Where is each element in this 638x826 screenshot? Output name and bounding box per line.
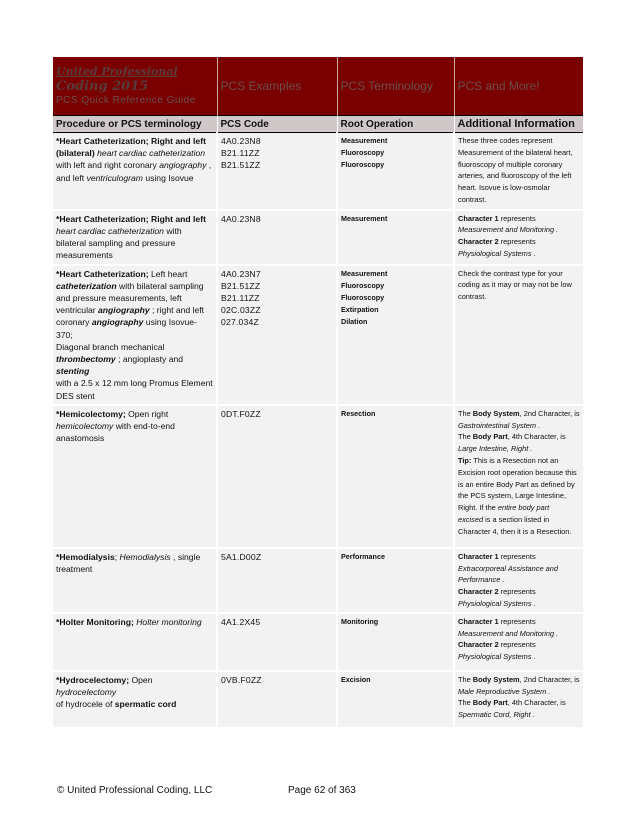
procedure-text: hydrocelectomy bbox=[56, 686, 117, 697]
additional-info-line bbox=[458, 479, 580, 491]
root-operation-cell bbox=[337, 671, 454, 728]
additional-info-line bbox=[458, 526, 580, 538]
procedure-line bbox=[56, 249, 213, 261]
additional-info-text: Body Part bbox=[472, 698, 508, 708]
additional-info-text: This is a Resection not an bbox=[471, 455, 559, 465]
additional-info-text: Right. If the bbox=[458, 503, 498, 513]
additional-info-cell bbox=[454, 671, 583, 728]
procedure-cell bbox=[53, 613, 217, 671]
procedure-text: ; angioplasty and bbox=[115, 353, 184, 364]
additional-info-text: Male Reproductive System . bbox=[458, 686, 551, 696]
procedure-text: using Isovue bbox=[142, 172, 194, 183]
additional-info-text: Large Intestine, Right . bbox=[458, 444, 533, 454]
root-operation: Dilation bbox=[341, 317, 368, 327]
procedure-text: , single bbox=[170, 551, 201, 562]
procedure-line bbox=[56, 377, 213, 389]
pcs-code: B21.51ZZ bbox=[221, 280, 261, 291]
additional-info-text: Character 4, then it is a Resection. bbox=[458, 526, 572, 536]
additional-info-line bbox=[458, 268, 580, 280]
additional-info-line bbox=[458, 551, 580, 563]
table-row bbox=[53, 210, 583, 265]
procedure-text: spermatic cord bbox=[114, 699, 177, 710]
procedure-line bbox=[56, 304, 213, 316]
additional-info-line bbox=[458, 147, 580, 159]
additional-info-text: Check the contrast type for your bbox=[458, 268, 563, 278]
additional-info-cell bbox=[454, 613, 583, 671]
procedure-cell bbox=[53, 210, 217, 265]
procedure-text: anastomosis bbox=[56, 433, 105, 444]
additional-info-line bbox=[458, 490, 580, 502]
pcs-code: 4A0.23N8 bbox=[221, 136, 261, 146]
procedure-text: Diagonal branch mechanical bbox=[56, 341, 165, 352]
additional-info-line bbox=[458, 574, 580, 586]
procedure-text: with bilateral sampling bbox=[116, 280, 204, 291]
procedure-line bbox=[56, 280, 213, 292]
additional-info-line bbox=[458, 628, 580, 640]
pcs-code-cell bbox=[217, 210, 337, 265]
table-row bbox=[53, 265, 583, 405]
additional-info-text: These three codes represent bbox=[458, 136, 553, 145]
procedure-text: measurements bbox=[56, 250, 113, 261]
root-operation: Measurement bbox=[341, 136, 388, 145]
procedure-text: , bbox=[206, 160, 212, 171]
pcs-code: 02C.03ZZ bbox=[221, 305, 261, 316]
additional-info-cell bbox=[454, 405, 583, 548]
column-header-root-operation: Root Operation bbox=[337, 116, 454, 133]
additional-info-text: contrast. bbox=[458, 292, 487, 302]
procedure-text: *Hemicolectomy; bbox=[56, 408, 126, 419]
procedure-line bbox=[56, 551, 213, 563]
procedure-line bbox=[56, 268, 213, 280]
additional-info-text: arteries, and fluoroscopy of the left bbox=[458, 171, 572, 181]
additional-info-text: excised bbox=[458, 514, 484, 524]
additional-info-text: Character 2 bbox=[458, 587, 499, 597]
procedure-text: Holter monitoring bbox=[136, 616, 202, 627]
pcs-code: 0DT.F0ZZ bbox=[221, 408, 261, 419]
additional-info-line bbox=[458, 194, 580, 206]
pcs-code: B21.11ZZ bbox=[221, 148, 260, 159]
additional-info-text: represents bbox=[498, 616, 536, 626]
pcs-code: B21.51ZZ bbox=[221, 160, 261, 171]
additional-info-text: Physiological Systems . bbox=[458, 598, 536, 608]
additional-info-text: coding as it may or may not be low bbox=[458, 280, 572, 290]
procedure-text: with bbox=[163, 225, 182, 236]
additional-info-line bbox=[458, 586, 580, 598]
root-operation-cell bbox=[337, 265, 454, 405]
procedure-text: Hemodialysis bbox=[119, 551, 171, 562]
root-operation: Performance bbox=[341, 551, 385, 561]
column-header-row bbox=[53, 116, 583, 133]
table-row bbox=[53, 405, 583, 548]
pcs-code: 4A0.23N7 bbox=[221, 268, 261, 279]
additional-info-cell bbox=[454, 548, 583, 613]
table-row bbox=[53, 671, 583, 728]
procedure-cell bbox=[53, 671, 217, 728]
additional-info-text: Body Part bbox=[472, 432, 508, 442]
procedure-text: stenting bbox=[56, 366, 90, 377]
additional-info-text: Excision root operation because this bbox=[458, 467, 577, 477]
additional-info-text: the PCS system, Large Intestine, bbox=[458, 491, 567, 501]
additional-info-text: entire body part bbox=[497, 503, 550, 513]
procedure-line bbox=[56, 172, 213, 184]
procedure-text: DES stent bbox=[56, 390, 95, 401]
pcs-code: B21.11ZZ bbox=[221, 292, 260, 303]
additional-info-cell bbox=[454, 133, 583, 210]
additional-info-text: Character 2 bbox=[458, 640, 499, 650]
procedure-text: (bilateral) bbox=[56, 148, 98, 159]
pcs-code: 4A0.23N8 bbox=[221, 213, 261, 224]
procedure-text: angiography bbox=[98, 305, 150, 316]
root-operation: Extirpation bbox=[341, 305, 379, 315]
brand-subtitle: PCS Quick Reference Guide bbox=[56, 94, 196, 106]
procedure-text: Open right bbox=[125, 408, 169, 419]
additional-info-cell bbox=[454, 265, 583, 405]
additional-info-line bbox=[458, 431, 580, 443]
brand-name: United Professional bbox=[56, 64, 178, 78]
procedure-text: and left bbox=[56, 172, 87, 183]
additional-info-text: Spermatic Cord, Right . bbox=[458, 710, 535, 720]
procedure-text: of hydrocele of bbox=[56, 699, 115, 710]
procedure-line bbox=[56, 159, 213, 171]
root-operation-cell bbox=[337, 133, 454, 210]
additional-info-text: Tip: bbox=[458, 455, 472, 465]
additional-info-line bbox=[458, 514, 580, 526]
additional-info-line bbox=[458, 408, 580, 420]
banner-pcs-examples: PCS Examples bbox=[217, 57, 337, 116]
additional-info-text: , 4th Character, is bbox=[507, 432, 566, 442]
additional-info-text: , 2nd Character, is bbox=[519, 408, 580, 418]
additional-info-text: is an entire Body Part as defined by bbox=[458, 479, 575, 489]
procedure-text: treatment bbox=[56, 563, 93, 574]
root-operation: Measurement bbox=[341, 213, 388, 223]
additional-info-text: The bbox=[458, 408, 473, 418]
additional-info-text: Character 1 bbox=[458, 551, 499, 561]
column-header-additional-info: Additional Information bbox=[454, 116, 583, 133]
table-body bbox=[53, 133, 583, 728]
procedure-text: *Hemodialysis bbox=[56, 551, 115, 562]
additional-info-line bbox=[458, 248, 580, 260]
additional-info-text: Measurement and Monitoring . bbox=[458, 225, 559, 235]
pcs-code-cell bbox=[217, 548, 337, 613]
procedure-text: coronary bbox=[56, 317, 92, 328]
additional-info-line bbox=[458, 639, 580, 651]
additional-info-text: The bbox=[458, 674, 473, 684]
additional-info-line bbox=[458, 291, 580, 303]
copyright-text: © United Professional Coding, LLC bbox=[57, 785, 213, 796]
additional-info-line bbox=[458, 279, 580, 291]
additional-info-text: represents bbox=[498, 640, 536, 650]
brand-block bbox=[53, 57, 217, 116]
procedure-text: *Holter Monitoring; bbox=[56, 616, 134, 627]
procedure-text: *Heart Catheterization; Right and left bbox=[56, 213, 206, 224]
procedure-line bbox=[56, 674, 213, 698]
procedure-text: heart cardiac catheterization bbox=[56, 225, 164, 236]
procedure-text: hemicolectomy bbox=[56, 420, 114, 431]
procedure-line bbox=[56, 225, 213, 237]
procedure-cell bbox=[53, 405, 217, 548]
additional-info-line bbox=[458, 455, 580, 467]
table-row bbox=[53, 133, 583, 210]
procedure-text: Open bbox=[129, 674, 153, 685]
additional-info-line bbox=[458, 598, 580, 610]
additional-info-text: Physiological Systems . bbox=[458, 652, 536, 662]
additional-info-text: is a section listed in bbox=[483, 514, 550, 524]
procedure-text: ventriculogram bbox=[86, 172, 143, 183]
procedure-text: and pressure measurements, left bbox=[56, 292, 182, 303]
procedure-text: catheterization bbox=[56, 280, 117, 291]
additional-info-line bbox=[458, 616, 580, 628]
additional-info-line bbox=[458, 443, 580, 455]
additional-info-line bbox=[458, 674, 580, 686]
root-operation-cell bbox=[337, 405, 454, 548]
root-operation-cell bbox=[337, 548, 454, 613]
pcs-code-cell bbox=[217, 613, 337, 671]
root-operation: Measurement bbox=[341, 268, 388, 278]
additional-info-cell bbox=[454, 210, 583, 265]
additional-info-text: Extracorporeal Assistance and bbox=[458, 563, 558, 573]
pcs-code-cell bbox=[217, 671, 337, 728]
additional-info-line bbox=[458, 170, 580, 182]
procedure-line bbox=[56, 135, 213, 147]
procedure-text: angiography bbox=[91, 317, 144, 328]
column-header-code: PCS Code bbox=[217, 116, 337, 133]
page-number: Page 62 of 363 bbox=[288, 785, 356, 796]
additional-info-text: represents bbox=[498, 587, 536, 597]
pcs-code-cell bbox=[217, 405, 337, 548]
root-operation: Monitoring bbox=[341, 616, 379, 626]
additional-info-line bbox=[458, 236, 580, 248]
procedure-line bbox=[56, 616, 213, 628]
reference-page bbox=[53, 57, 583, 729]
additional-info-text: contrast. bbox=[458, 194, 487, 204]
pcs-code: 027.034Z bbox=[221, 317, 259, 328]
additional-info-line bbox=[458, 467, 580, 479]
additional-info-text: The bbox=[458, 698, 473, 708]
additional-info-line bbox=[458, 135, 580, 147]
procedure-line bbox=[56, 563, 213, 575]
additional-info-line bbox=[458, 213, 580, 225]
additional-info-text: Physiological Systems . bbox=[458, 248, 536, 258]
procedure-cell bbox=[53, 265, 217, 405]
additional-info-line bbox=[458, 651, 580, 663]
additional-info-text: Character 1 bbox=[458, 213, 499, 223]
procedure-text: Left heart bbox=[148, 268, 188, 279]
procedure-cell bbox=[53, 133, 217, 210]
procedure-text: ventricular bbox=[56, 305, 99, 316]
procedure-text: *Heart Catheterization; Right and left bbox=[56, 136, 206, 146]
procedure-text: using Isovue-370; bbox=[56, 317, 197, 340]
brand-year: Coding 2015 bbox=[56, 78, 149, 94]
procedure-text: *Hydrocelectomy; bbox=[56, 674, 130, 685]
procedure-line bbox=[56, 420, 213, 432]
root-operation-cell bbox=[337, 613, 454, 671]
procedure-line bbox=[56, 237, 213, 249]
page-footer bbox=[57, 785, 577, 799]
additional-info-line bbox=[458, 159, 580, 171]
procedure-line bbox=[56, 147, 213, 159]
procedure-line bbox=[56, 316, 213, 340]
additional-info-text: represents bbox=[498, 237, 536, 247]
additional-info-line bbox=[458, 709, 580, 721]
additional-info-text: Performance . bbox=[458, 575, 505, 585]
root-operation: Fluoroscopy bbox=[341, 148, 385, 158]
additional-info-text: fluoroscopy of multiple coronary bbox=[458, 159, 563, 169]
procedure-line bbox=[56, 408, 213, 420]
additional-info-line bbox=[458, 502, 580, 514]
additional-info-text: , 4th Character, is bbox=[507, 698, 566, 708]
procedure-line bbox=[56, 213, 213, 225]
additional-info-text: Character 2 bbox=[458, 237, 499, 247]
additional-info-text: Body System bbox=[472, 408, 520, 418]
procedure-text: with left and right coronary bbox=[56, 160, 160, 171]
pcs-code-cell bbox=[217, 265, 337, 405]
procedure-text: bilateral sampling and pressure bbox=[56, 237, 176, 248]
additional-info-line bbox=[458, 224, 580, 236]
additional-info-text: Measurement and Monitoring . bbox=[458, 628, 559, 638]
root-operation: Resection bbox=[341, 408, 376, 418]
procedure-line bbox=[56, 390, 213, 402]
additional-info-line bbox=[458, 697, 580, 709]
additional-info-line bbox=[458, 686, 580, 698]
additional-info-text: The bbox=[458, 432, 473, 442]
pcs-reference-table bbox=[53, 57, 583, 729]
root-operation-cell bbox=[337, 210, 454, 265]
procedure-line bbox=[56, 292, 213, 304]
procedure-text: thrombectomy bbox=[56, 353, 116, 364]
additional-info-line bbox=[458, 420, 580, 432]
additional-info-text: Gastrointestinal System . bbox=[458, 420, 541, 430]
procedure-text: angiography bbox=[159, 160, 207, 171]
additional-info-line bbox=[458, 182, 580, 194]
additional-info-text: represents bbox=[498, 551, 536, 561]
procedure-text: with a 2.5 x 12 mm long Promus Element bbox=[56, 378, 213, 389]
procedure-text: ; bbox=[114, 551, 120, 562]
pcs-code: 0VB.F0ZZ bbox=[221, 674, 262, 685]
additional-info-line bbox=[458, 563, 580, 575]
pcs-code-cell bbox=[217, 133, 337, 210]
additional-info-text: Body System bbox=[472, 674, 520, 684]
additional-info-text: Character 1 bbox=[458, 616, 499, 626]
procedure-line bbox=[56, 341, 213, 353]
root-operation: Fluoroscopy bbox=[341, 160, 385, 170]
banner-pcs-terminology: PCS Terminology bbox=[337, 57, 454, 116]
additional-info-text: Measurement of the bilateral heart, bbox=[458, 147, 573, 157]
table-row bbox=[53, 548, 583, 613]
pcs-code: 4A1.2X45 bbox=[221, 616, 261, 627]
additional-info-text: , 2nd Character, is bbox=[519, 674, 580, 684]
procedure-text: *Heart Catheterization; bbox=[56, 268, 149, 279]
column-header-procedure: Procedure or PCS terminology bbox=[53, 116, 217, 133]
root-operation: Fluoroscopy bbox=[341, 292, 385, 302]
procedure-line bbox=[56, 353, 213, 377]
procedure-line bbox=[56, 698, 213, 710]
additional-info-text: represents bbox=[498, 213, 536, 223]
additional-info-text: heart. Isovue is low-osmolar bbox=[458, 183, 551, 193]
root-operation: Excision bbox=[341, 674, 371, 684]
banner-pcs-and-more: PCS and More! bbox=[454, 57, 583, 116]
procedure-text: with end-to-end bbox=[113, 420, 175, 431]
title-banner bbox=[53, 57, 583, 116]
pcs-code: 5A1.D00Z bbox=[221, 551, 262, 562]
procedure-text: heart cardiac catheterization bbox=[97, 148, 206, 159]
table-row bbox=[53, 613, 583, 671]
procedure-line bbox=[56, 432, 213, 444]
root-operation: Fluoroscopy bbox=[341, 280, 385, 290]
procedure-text: ; right and left bbox=[149, 305, 205, 316]
procedure-cell bbox=[53, 548, 217, 613]
